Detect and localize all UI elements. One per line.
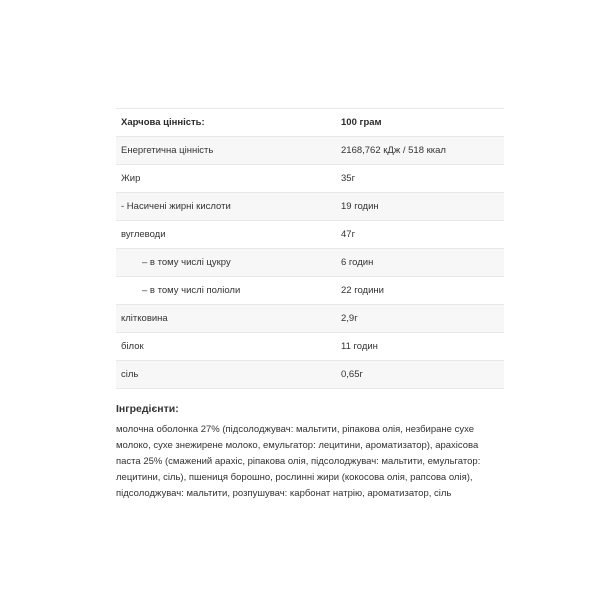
nutrition-row-salt <box>116 361 504 389</box>
nutrition-row-label: сіль <box>116 361 336 389</box>
nutrition-row-label: вуглеводи <box>116 221 336 249</box>
nutrition-row-value: 2168,762 кДж / 518 ккал <box>336 137 504 165</box>
nutrition-row-value: 0,65г <box>336 361 504 389</box>
ingredients-line: підсолоджувач: мальтити, розпушувач: карбонат натрію, ароматизатор, сіль <box>116 488 452 499</box>
nutrition-row-saturated-fat <box>116 193 504 221</box>
ingredients-line: молоко, сухе знежирене молоко, емульгатор: лецитини, ароматизатор), арахісова <box>116 440 479 451</box>
nutrition-row-value: 47г <box>336 221 504 249</box>
nutrition-row-sugars <box>116 249 504 277</box>
nutrition-header-label: Харчова цінність: <box>116 109 336 137</box>
nutrition-row-value: 19 годин <box>336 193 504 221</box>
nutrition-header-value: 100 грам <box>336 109 504 137</box>
ingredients-line: лецитини, сіль), пшениця борошно, рослинні жири (кокосова олія, рапсова олія), <box>116 472 473 483</box>
ingredients-text <box>116 422 496 502</box>
nutrition-row-label: – в тому числі цукру <box>116 249 336 277</box>
nutrition-row-energy <box>116 137 504 165</box>
ingredients-title: Інгредієнти: <box>116 403 179 415</box>
nutrition-row-value: 2,9г <box>336 305 504 333</box>
nutrition-row-value: 6 годин <box>336 249 504 277</box>
nutrition-row-label: клітковина <box>116 305 336 333</box>
nutrition-row-carbohydrates <box>116 221 504 249</box>
ingredients-line: молочна оболонка 27% (підсолоджувач: мальтити, ріпакова олія, незбиране сухе <box>116 424 475 435</box>
nutrition-row-value: 11 годин <box>336 333 504 361</box>
nutrition-row-fiber <box>116 305 504 333</box>
ingredients-line: паста 25% (смажений арахіс, ріпакова олія, підсолоджувач: мальтити, емульгатор: <box>116 456 481 467</box>
nutrition-header-row <box>116 109 504 137</box>
nutrition-row-label: Енергетична цінність <box>116 137 336 165</box>
nutrition-row-polyols <box>116 277 504 305</box>
nutrition-row-value: 35г <box>336 165 504 193</box>
nutrition-row-protein <box>116 333 504 361</box>
nutrition-row-fat <box>116 165 504 193</box>
nutrition-row-label: Жир <box>116 165 336 193</box>
nutrition-row-value: 22 години <box>336 277 504 305</box>
nutrition-table <box>116 108 504 389</box>
nutrition-row-label: білок <box>116 333 336 361</box>
nutrition-row-label: – в тому числі поліоли <box>116 277 336 305</box>
nutrition-row-label: - Насичені жирні кислоти <box>116 193 336 221</box>
